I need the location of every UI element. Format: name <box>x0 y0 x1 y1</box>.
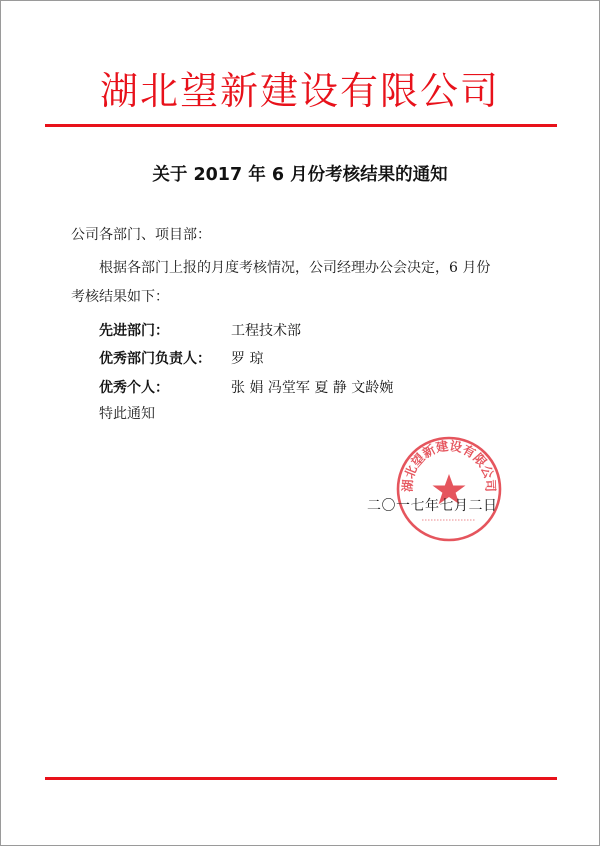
body-paragraph-line-1: 根据各部门上报的月度考核情况，公司经理办公会决定，6 月份 <box>99 260 491 276</box>
salutation: 公司各部门、项目部： <box>71 227 211 243</box>
result-value-excellent-individuals: 张 娟 冯堂军 夏 静 文龄婉 <box>231 380 394 396</box>
letterhead-red-rule <box>45 124 557 127</box>
result-label-advanced-department: 先进部门： <box>99 323 169 339</box>
result-value-excellent-dept-head: 罗 琼 <box>231 351 264 367</box>
notice-title: 关于 2017 年 6 月份考核结果的通知 <box>152 165 448 185</box>
letterhead-company-name: 湖北望新建设有限公司 <box>99 69 500 113</box>
closing-text: 特此通知 <box>99 406 155 422</box>
company-seal-icon <box>394 434 504 544</box>
result-label-excellent-dept-head: 优秀部门负责人： <box>99 351 211 367</box>
notice-date: 二〇一七年七月二日 <box>367 498 498 514</box>
body-paragraph-line-2: 考核结果如下： <box>71 289 169 305</box>
result-value-advanced-department: 工程技术部 <box>231 323 301 339</box>
seal-text: 湖北望新建设有限公司 <box>399 438 499 493</box>
result-label-excellent-individuals: 优秀个人： <box>99 380 169 396</box>
footer-red-rule <box>45 777 557 780</box>
